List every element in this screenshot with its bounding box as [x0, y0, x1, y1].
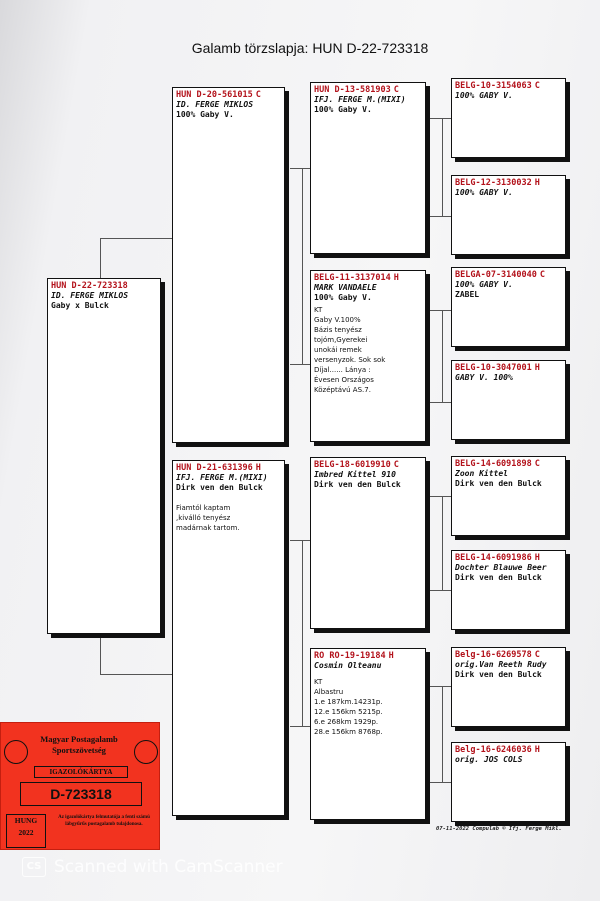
pigeon-card-fmm[interactable] [451, 360, 566, 440]
pigeon-card-fm[interactable] [310, 270, 426, 442]
breeder-name: Dochter Blauwe Beer [455, 563, 547, 572]
breeder-name: Imbred Kittel 910 [314, 470, 396, 479]
connector-line [290, 726, 310, 727]
card-doc-type: IGAZOLÓKÁRTYA [34, 766, 128, 778]
pigeon-card-mmm[interactable] [451, 742, 566, 822]
card-ring-number: D-723318 [20, 782, 142, 806]
pigeon-note: Fiamtól kaptam ,kiválló tenyész madárnak tartom. [176, 504, 240, 532]
connector-line [442, 310, 443, 402]
breeder-name: orig.Van Reeth Rudy [455, 660, 547, 669]
ring-number: BELG-10-3047001 H [455, 363, 540, 373]
bloodline: Dirk ven den Bulck [455, 573, 542, 582]
ring-number: BELG-14-6091986 H [455, 553, 540, 563]
connector-line [100, 238, 174, 239]
pigeon-card-mother[interactable] [172, 460, 285, 816]
pigeon-card-mff[interactable] [451, 456, 566, 536]
ring-number: Belg-16-6269578 C [455, 650, 540, 660]
pigeon-card-ffm[interactable] [451, 175, 566, 255]
breeder-name: 100% GABY V. [455, 188, 513, 197]
pigeon-card-mfm[interactable] [451, 550, 566, 630]
pigeon-card-mm[interactable] [310, 648, 426, 820]
ring-number: HUN D-21-631396 H [176, 463, 261, 473]
pigeon-card-father[interactable] [172, 87, 285, 443]
connector-line [100, 238, 101, 280]
ring-number: BELGA-07-3140040 C [455, 270, 546, 280]
connector-line [428, 118, 452, 119]
bloodline: 100% Gaby V. [176, 110, 234, 119]
ring-number: HUN D-13-581903 C [314, 85, 399, 95]
ring-number: HUN D-20-561015 C [176, 90, 261, 100]
connector-line [428, 310, 452, 311]
camscanner-logo-icon: CS [22, 857, 46, 877]
watermark-text: Scanned with CamScanner [54, 857, 283, 877]
pigeon-card-fff[interactable] [451, 78, 566, 158]
connector-line [442, 686, 443, 782]
pigeon-note: KT Gaby V.100% Bázis tenyész tojóm,Gyerekei unokái remek versenyzok. Sok sok Díjal...... Lánya : Évesen Országos Középtávú AS.7. [314, 306, 386, 394]
connector-line [302, 168, 303, 364]
connector-line [290, 540, 310, 541]
bloodline: Dirk ven den Bulck [176, 483, 263, 492]
ring-number: BELG-18-6019910 C [314, 460, 399, 470]
connector-line [442, 118, 443, 216]
pigeon-note: KT Albastru 1.e 187km.14231p. 12.e 156km 5215p. 6.e 268km 1929p. 28.e 156km 8768p. [314, 678, 383, 736]
bloodline: ZABEL [455, 290, 480, 299]
scanner-watermark [22, 856, 283, 878]
footer-credit: 07-11-2022 Compulab © Ifj. Ferge Mikl. [436, 826, 562, 832]
connector-line [302, 540, 303, 726]
connector-line [428, 590, 452, 591]
bloodline: 100% Gaby V. [314, 105, 372, 114]
breeder-name: orig. JOS COLS [455, 755, 523, 764]
breeder-name: MARK VANDAELE [314, 283, 377, 292]
pigeon-card-main[interactable] [47, 278, 161, 634]
card-fineprint: Az igazolókártya felmutatója a fenti számú lábgyűrűs postagalamb tulajdonosa. [58, 815, 150, 827]
ring-number: BELG-10-3154063 C [455, 81, 540, 91]
connector-line [100, 632, 101, 674]
ring-number: Belg-16-6246036 H [455, 745, 540, 755]
page-title: Galamb törzslapja: HUN D-22-723318 [191, 40, 429, 56]
connector-line [290, 364, 310, 365]
pigeon-card-ff[interactable] [310, 82, 426, 254]
pigeon-logo-icon [134, 740, 158, 764]
pigeon-card-mmf[interactable] [451, 647, 566, 727]
breeder-name: 100% GABY V. [455, 91, 513, 100]
breeder-name: ID. FERGE MIKLOS [176, 100, 254, 109]
pigeon-card-fmf[interactable] [451, 267, 566, 347]
connector-line [290, 168, 310, 169]
connector-line [428, 686, 452, 687]
breeder-name: IFJ. FERGE M.(MIXI) [176, 473, 268, 482]
bloodline: Dirk ven den Bulck [455, 670, 542, 679]
bloodline: Gaby x Bulck [51, 301, 109, 310]
breeder-name: Cosmin Olteanu [314, 661, 382, 670]
breeder-name: Zoon Kittel [455, 469, 508, 478]
connector-line [428, 496, 452, 497]
ring-number: RO RO-19-19184 H [314, 651, 394, 661]
connector-line [428, 402, 452, 403]
bloodline: 100% Gaby V. [314, 293, 372, 302]
id-card [0, 722, 160, 850]
ring-number: BELG-12-3130032 H [455, 178, 540, 188]
breeder-name: IFJ. FERGE M.(MIXI) [314, 95, 406, 104]
card-organization: Magyar Postagalamb Sportszövetség [40, 734, 118, 755]
ring-number: BELG-11-3137014 H [314, 273, 399, 283]
bloodline: Dirk ven den Bulck [455, 479, 542, 488]
bloodline: Dirk ven den Bulck [314, 480, 401, 489]
card-country-year: HUNG 2022 [6, 814, 46, 848]
breeder-name: 100% GABY V. [455, 280, 513, 289]
ring-number: BELG-14-6091898 C [455, 459, 540, 469]
connector-line [442, 496, 443, 590]
breeder-name: GABY V. 100% [455, 373, 513, 382]
connector-line [100, 674, 174, 675]
breeder-name: ID. FERGE MIKLOS [51, 291, 129, 300]
pigeon-card-mf[interactable] [310, 457, 426, 629]
ring-number: HUN D-22-723318 [51, 281, 128, 291]
connector-line [428, 782, 452, 783]
connector-line [428, 216, 452, 217]
